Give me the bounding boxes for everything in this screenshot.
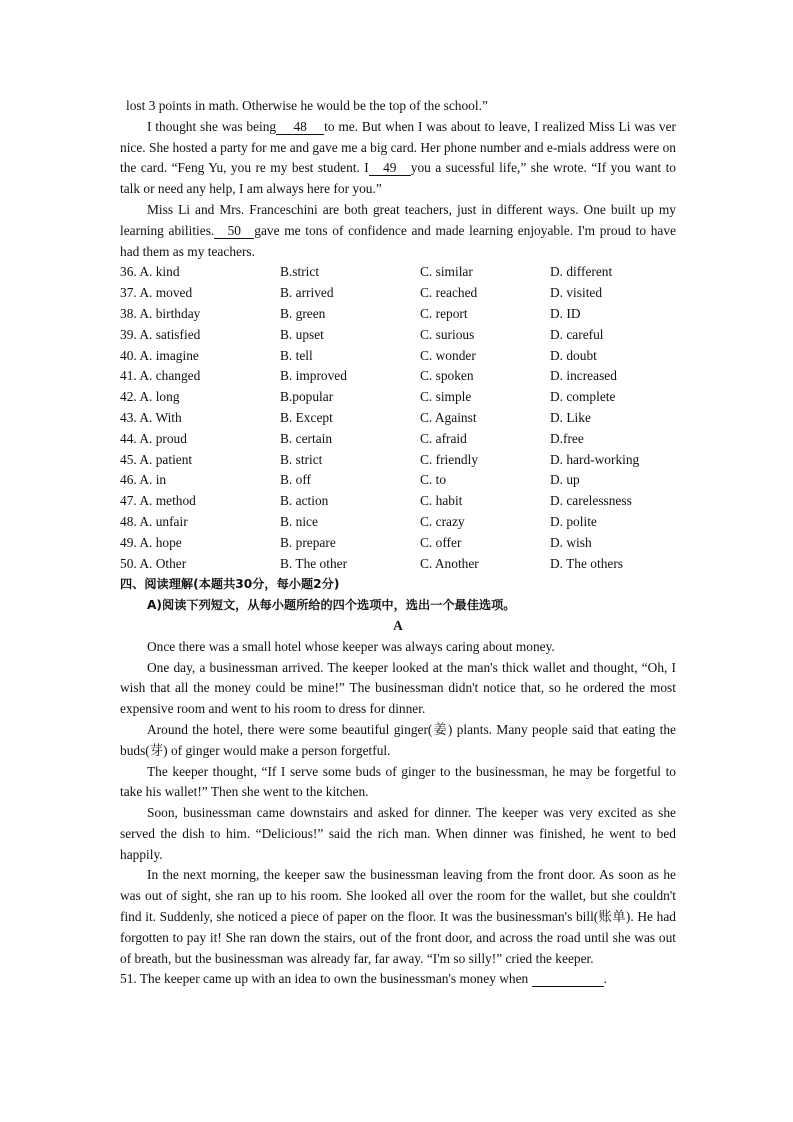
option-d: D. doubt [550,347,597,363]
option-d: D. careful [550,326,604,342]
option-a: 38. A. birthday [120,305,201,321]
blank-50: 50 [214,223,254,239]
option-d: D. ID [550,305,581,321]
reading-paragraph: Soon, businessman came downstairs and asked for dinner. The keeper was very excited as she served the dish to him. “Delicious!” said the rich man. When dinner was finished, he went to bed happily. [120,805,676,862]
option-a: 40. A. imagine [120,347,199,363]
option-row [120,450,676,471]
option-b: B. arrived [280,285,334,301]
option-c: C. similar [420,264,473,280]
option-row [120,470,676,491]
option-b: B. tell [280,347,313,363]
option-a: 49. A. hope [120,534,182,550]
option-d: D. increased [550,368,617,384]
question-51: 51. The keeper came up with an idea to own the businessman's money when . [120,971,607,987]
option-a: 47. A. method [120,493,196,509]
option-a: 43. A. With [120,409,182,425]
passage-paragraph: I thought she was being 48 to me. But when I was about to leave, I realized Miss Li was ver nice. She hosted a party for me and gave me a big card. Her phone number and e-mials address were on the card. “Feng Yu, you re my best student. I 49 you a sucessful life,” she wrote. “If you want to talk or need any help, I am always here for you.” [120,118,676,197]
passage-paragraph-end: lost 3 points in math. Otherwise he would be the top of the school.” [126,98,488,113]
option-b: B. green [280,305,326,321]
option-row [120,262,676,283]
option-c: C. wonder [420,347,476,363]
option-d: D.free [550,430,584,446]
option-b: B. The other [280,555,348,571]
option-c: C. report [420,305,468,321]
option-a: 36. A. kind [120,264,180,280]
option-c: C. offer [420,534,462,550]
option-c: C. habit [420,493,463,509]
blank-49: 49 [369,160,411,176]
option-c: C. reached [420,285,478,301]
reading-passage [120,637,676,970]
option-c: C. surious [420,326,475,342]
option-a: 46. A. in [120,472,167,488]
option-d: D. wish [550,534,592,550]
option-b: B. certain [280,430,333,446]
option-d: D. Like [550,409,591,425]
reading-paragraph: One day, a businessman arrived. The keeper looked at the man's thick wallet and thought, “Oh, I wish that all the money could be mine!” The businessman didn't notice that, so he ordered the most expensive room and went to his room to dress for dinner. [120,659,676,717]
option-a: 39. A. satisfied [120,326,201,342]
option-a: 42. A. long [120,389,180,405]
option-b: B.popular [280,389,334,405]
option-a: 45. A. patient [120,451,193,467]
option-d: D. carelessness [550,493,632,509]
option-b: B. improved [280,368,347,384]
option-a: 44. A. proud [120,430,187,446]
reading-paragraph: In the next morning, the keeper saw the businessman leaving from the front door. As soon as he was out of sight, she ran up to his room. She looked all over the room for the wallet, but she couldn't find it. Suddenly, she noticed a piece of paper on the floor. It was the businessman's bill(账单). He had forgotten to pay it! She ran down the stairs, out of the front door, and across the road until she was out of breath, but the businessman was already far, far away. “I'm so silly!” cried the keeper. [120,867,676,966]
option-b: B. upset [280,326,324,342]
section-heading: 四、阅读理解(本题共30分，每小题2分) [120,577,340,592]
option-b: B. prepare [280,534,336,550]
blank-48: 48 [276,119,324,135]
reading-paragraph: The keeper thought, “If I serve some buds of ginger to the businessman, he may be forgetful to take his wallet!” Then she went to the kitchen. [120,763,676,800]
option-row [120,512,676,533]
option-a: 50. A. Other [120,555,187,571]
option-row [120,366,676,387]
option-b: B. strict [280,451,323,467]
option-c: C. Against [420,409,477,425]
option-d: D. different [550,264,613,280]
option-row [120,429,676,450]
option-c: C. crazy [420,513,465,529]
option-a: 48. A. unfair [120,513,188,529]
option-row [120,325,676,346]
option-c: C. afraid [420,430,467,446]
option-b: B. Except [280,409,333,425]
option-row [120,283,676,304]
option-c: C. spoken [420,368,474,384]
exam-page [120,96,676,990]
reading-paragraph: Around the hotel, there were some beautiful ginger(姜) plants. Many people said that eating the buds(芽) of ginger would make a person forgetful. [120,721,676,758]
option-a: 37. A. moved [120,285,193,301]
option-b: B. off [280,472,311,488]
option-row [120,533,676,554]
answer-blank[interactable] [532,971,604,987]
option-c: C. to [420,472,447,488]
option-row [120,408,676,429]
option-b: B.strict [280,264,320,280]
option-d: D. The others [550,555,624,571]
section-subheading: A)阅读下列短文，从每小题所给的四个选项中，选出一个最佳选项。 [147,598,516,613]
passage-letter: A [393,617,403,633]
option-row [120,387,676,408]
option-d: D. hard-working [550,451,640,467]
option-d: D. polite [550,513,597,529]
option-b: B. action [280,493,329,509]
option-c: C. simple [420,389,472,405]
option-c: C. friendly [420,451,479,467]
option-row [120,304,676,325]
reading-paragraph: Once there was a small hotel whose keeper was always caring about money. [147,638,555,654]
option-b: B. nice [280,513,318,529]
options-list [120,262,676,574]
option-a: 41. A. changed [120,368,201,384]
passage-paragraph: Miss Li and Mrs. Franceschini are both great teachers, just in different ways. One built up my learning abilities. 50 gave me tons of confidence and made learning enjoyable. I'm proud to have had them as my teachers. [120,201,676,259]
option-d: D. complete [550,389,616,405]
option-d: D. up [550,472,580,488]
option-row [120,491,676,512]
option-row [120,346,676,367]
option-d: D. visited [550,285,603,301]
option-c: C. Another [420,555,479,571]
option-row [120,554,676,575]
